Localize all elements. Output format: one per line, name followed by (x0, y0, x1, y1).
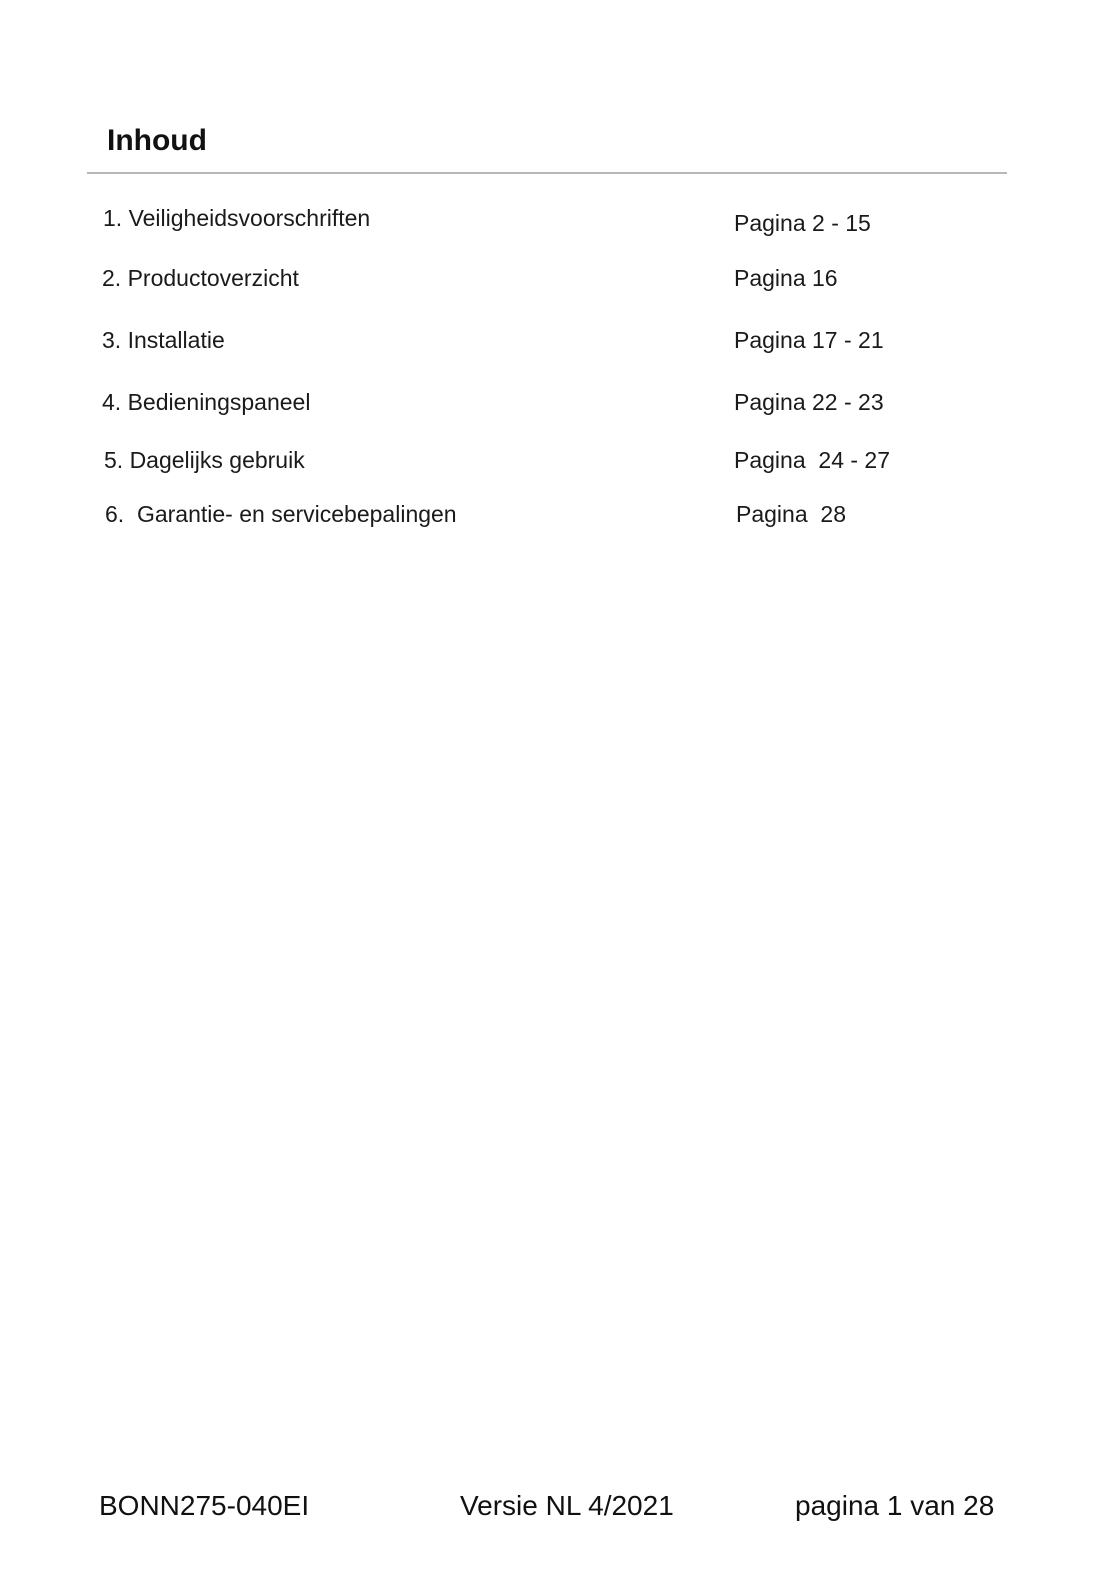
footer-page-number: pagina 1 van 28 (795, 1490, 995, 1521)
toc-entry-title: 2. Productoverzicht (102, 265, 299, 291)
toc-entry-page: Pagina 24 - 27 (734, 447, 891, 473)
toc-entry-title: 4. Bedieningspaneel (102, 389, 311, 415)
toc-entry-installatie (0, 325, 1120, 355)
footer-model: BONN275-040EI (99, 1490, 310, 1521)
toc-entry-bedieningspaneel (0, 387, 1120, 417)
toc-entry-productoverzicht (0, 263, 1120, 293)
toc-entry-title: 1. Veiligheidsvoorschriften (103, 205, 371, 231)
heading-divider (87, 172, 1007, 174)
toc-entry-title: 3. Installatie (102, 327, 225, 353)
toc-entry-dagelijks-gebruik (0, 445, 1120, 475)
toc-entry-page: Pagina 28 (736, 501, 846, 527)
toc-entry-title: 5. Dagelijks gebruik (104, 447, 305, 473)
footer-version: Versie NL 4/2021 (460, 1490, 674, 1521)
toc-entry-veiligheidsvoorschriften (0, 203, 1120, 236)
toc-entry-page: Pagina 22 - 23 (734, 389, 884, 415)
page-title: Inhoud (107, 124, 207, 157)
toc-entry-page: Pagina 17 - 21 (734, 327, 884, 353)
toc-entry-title: 6. Garantie- en servicebepalingen (105, 501, 457, 527)
toc-entry-page: Pagina 2 - 15 (734, 210, 871, 236)
toc-entry-garantie (0, 499, 1120, 529)
toc-entry-page: Pagina 16 (734, 265, 838, 291)
